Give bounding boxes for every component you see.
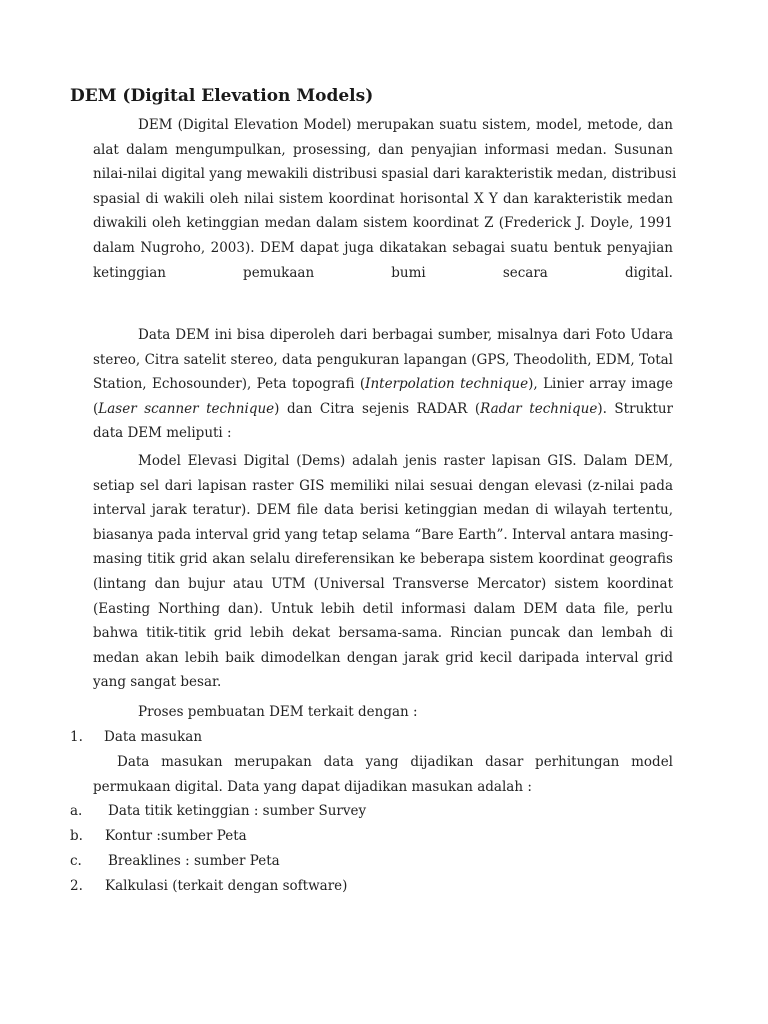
text-line: biasanya pada interval grid yang tetap selama “Bare Earth”. Interval antara masing- [93, 526, 674, 543]
list-item: Data titik ketinggian : sumber Survey [108, 803, 367, 819]
paragraph-data-masukan [93, 750, 673, 799]
text-segment: ). Struktur [597, 400, 674, 417]
text-line: data DEM meliputi : [93, 425, 232, 442]
text-line: DEM (Digital Elevation Model) merupakan suatu sistem, model, metode, dan [138, 117, 673, 133]
text-line: Model Elevasi Digital (Dems) adalah jenis raster lapisan GIS. Dalam DEM, [138, 453, 673, 469]
list-item: Kontur :sumber Peta [105, 828, 247, 844]
text-line [93, 372, 673, 397]
paragraph-dem-sources [93, 323, 673, 446]
text-line: bahwa titik-titik grid lebih dekat bersama-sama. Rincian puncak dan lembah di [93, 625, 673, 642]
text-line: medan akan lebih baik dimodelkan dengan jarak grid kecil daripada interval grid [93, 649, 673, 666]
text-segment: Station, Echosounder), Peta topografi ( [93, 376, 366, 393]
text-line: diwakili oleh ketinggian medan dalam sistem koordinat Z (Frederick J. Doyle, 1991 [93, 215, 673, 232]
text-segment: ) dan Citra sejenis RADAR ( [274, 400, 481, 417]
list-marker: b. [70, 828, 83, 844]
text-segment: ( [93, 400, 99, 417]
text-line: Data masukan merupakan data yang dijadikan dasar perhitungan model [117, 754, 673, 770]
text-line: interval jarak teratur). DEM file data berisi ketinggian medan di wilayah tertentu, [93, 502, 673, 519]
list-marker: a. [70, 803, 83, 819]
word: ketinggian [93, 264, 166, 281]
italic-term: Laser scanner technique [98, 400, 275, 417]
text-line: (lintang dan bujur atau UTM (Universal Transverse Mercator) sistem koordinat [93, 575, 673, 592]
section-heading: DEM (Digital Elevation Models) [70, 86, 374, 106]
list-item-data-masukan: Data masukan [104, 729, 203, 745]
word: secara [502, 264, 548, 281]
list-marker: c. [70, 853, 82, 869]
text-line [93, 397, 673, 422]
text-line: masing titik grid akan selalu direferensikan ke beberapa sistem koordinat geografis [93, 551, 673, 568]
text-line: alat dalam mengumpulkan, prosessing, dan penyajian informasi medan. Susunan [93, 141, 673, 158]
text-line-spread [93, 261, 673, 286]
paragraph-process-intro: Proses pembuatan DEM terkait dengan : [138, 704, 418, 720]
italic-term: Radar technique [480, 400, 598, 417]
word: pemukaan [243, 264, 315, 281]
word: bumi [391, 264, 426, 281]
list-marker: 1. [70, 729, 83, 745]
text-line: (Easting Northing dan). Untuk lebih detil informasi dalam DEM data file, perlu [93, 600, 673, 617]
word: digital. [624, 264, 673, 281]
text-line: stereo, Citra satelit stereo, data pengukuran lapangan (GPS, Theodolith, EDM, Total [93, 351, 673, 368]
text-line: spasial di wakili oleh nilai sistem koordinat horisontal X Y dan karakteristik medan [93, 190, 673, 207]
text-line: yang sangat besar. [93, 674, 222, 691]
text-line: permukaan digital. Data yang dapat dijadikan masukan adalah : [93, 778, 532, 795]
text-line: nilai-nilai digital yang mewakili distribusi spasial dari karakteristik medan, distribusi [93, 166, 677, 183]
text-segment: ), Linier array image [528, 376, 673, 393]
text-line: dalam Nugroho, 2003). DEM dapat juga dikatakan sebagai suatu bentuk penyajian [93, 239, 673, 256]
paragraph-dem-definition [93, 113, 677, 285]
text-line: setiap sel dari lapisan raster GIS memiliki nilai sesuai dengan elevasi (z-nilai pada [93, 477, 673, 494]
list-marker: 2. [70, 878, 83, 894]
list-item: Breaklines : sumber Peta [108, 853, 280, 869]
italic-term: Interpolation technique [365, 376, 529, 393]
list-item-kalkulasi: Kalkulasi (terkait dengan software) [105, 878, 348, 894]
text-line: Data DEM ini bisa diperoleh dari berbagai sumber, misalnya dari Foto Udara [138, 327, 673, 343]
paragraph-dem-raster [93, 449, 673, 695]
